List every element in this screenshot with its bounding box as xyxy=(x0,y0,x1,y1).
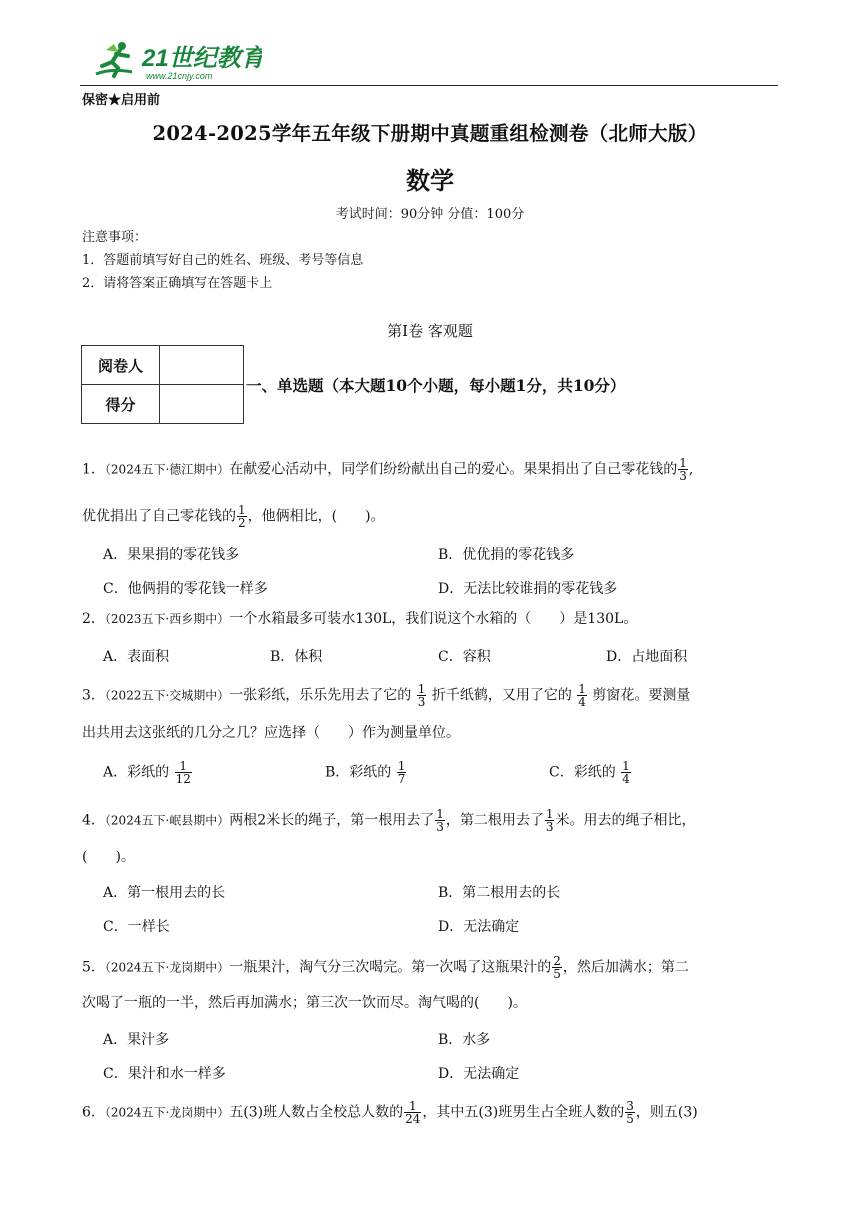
section-heading: 一、单选题（本大题10个小题，每小题1分，共10分） xyxy=(246,376,626,395)
option-a[interactable]: A．彩纸的 $\frac{1}{12}$ xyxy=(103,759,191,786)
logo xyxy=(92,38,262,82)
fraction: $\frac{1}{3}$ xyxy=(545,807,554,834)
score-field[interactable] xyxy=(160,385,244,424)
option-c[interactable]: C．彩纸的 $\frac{1}{4}$ xyxy=(549,759,630,786)
question-4-line-2: ( )。 xyxy=(82,849,135,865)
question-source: （2024五下·德江期中） xyxy=(104,462,230,477)
option-d[interactable]: D．无法确定 xyxy=(438,919,520,935)
question-source: （2024五下·岷县期中） xyxy=(104,813,230,828)
fraction: $\frac{3}{5}$ xyxy=(626,1099,634,1126)
fraction: $\frac{1}{3}$ xyxy=(679,456,687,483)
fraction: $\frac{1}{7}$ xyxy=(397,759,406,786)
option-c[interactable]: C．容积 xyxy=(438,649,491,665)
question-source: （2024五下·龙岗期中） xyxy=(104,1105,230,1120)
question-5-line-1: 5．（2024五下·龙岗期中）一瓶果汁，淘气分三次喝完。第一次喝了这瓶果汁的 $\frac{2}{5}$ ，然后加满水；第二 xyxy=(82,954,689,981)
question-1-line-1: 1．（2024五下·德江期中）在献爱心活动中，同学们纷纷献出自己的爱心。果果捐出了自己零花钱的 $\frac{1}{3}$ , xyxy=(82,456,694,483)
option-a[interactable]: A．表面积 xyxy=(103,649,170,665)
option-b[interactable]: B．体积 xyxy=(270,649,323,665)
question-5-line-2: 次喝了一瓶的一半，然后再加满水；第三次一饮而尽。淘气喝的( )。 xyxy=(82,995,527,1011)
question-6-line-1: 6．（2024五下·龙岗期中）五(3)班人数占全校总人数的 $\frac{1}{24}$ ，其中五(3)班男生占全班人数的 $\frac{3}{5}$ ，则五(3) xyxy=(82,1099,698,1126)
option-b[interactable]: B．水多 xyxy=(438,1032,491,1048)
fraction: $\frac{1}{12}$ xyxy=(175,759,191,786)
logo-runner-icon xyxy=(92,38,262,82)
fraction: $\frac{1}{3}$ xyxy=(436,807,444,834)
fraction: $\frac{1}{4}$ xyxy=(622,759,630,786)
fraction: $\frac{1}{4}$ xyxy=(578,682,586,709)
question-source: （2024五下·龙岗期中） xyxy=(104,960,230,975)
logo-text: 21世纪教育 xyxy=(142,45,262,72)
exam-subject: 数学 xyxy=(406,166,454,195)
option-c[interactable]: C．果汁和水一样多 xyxy=(103,1066,226,1082)
reviewer-label: 阅卷人 xyxy=(82,346,160,385)
question-2-line-1: 2．（2023五下·西乡期中）一个水箱最多可装水130L，我们说这个水箱的（ ）是130L。 xyxy=(82,611,638,627)
note-item: 1．答题前填写好自己的姓名、班级、考号等信息 xyxy=(82,253,364,268)
option-c[interactable]: C．一样长 xyxy=(103,919,170,935)
note-item: 2．请将答案正确填写在答题卡上 xyxy=(82,276,273,291)
volume-title: 第Ⅰ卷 客观题 xyxy=(387,322,473,340)
option-b[interactable]: B．第二根用去的长 xyxy=(438,885,561,901)
exam-info: 考试时间：90分钟 分值：100分 xyxy=(335,207,525,222)
question-3-line-2: 出共用去这张纸的几分之几？应选择（ ）作为测量单位。 xyxy=(82,725,460,741)
question-source: （2023五下·西乡期中） xyxy=(104,612,230,626)
fraction: $\frac{1}{2}$ xyxy=(238,503,246,530)
option-a[interactable]: A．果果捐的零花钱多 xyxy=(103,547,240,563)
fraction: $\frac{2}{5}$ xyxy=(553,954,561,981)
question-source: （2022五下·交城期中） xyxy=(104,688,230,703)
question-3-line-1: 3．（2022五下·交城期中）一张彩纸，乐乐先用去了它的 $\frac{1}{3}$ 折千纸鹤，又用了它的 $\frac{1}{4}$ 剪窗花。要测量 xyxy=(82,682,691,709)
header-rule xyxy=(80,85,778,86)
option-d[interactable]: D．无法比较谁捐的零花钱多 xyxy=(438,581,618,597)
option-a[interactable]: A．果汁多 xyxy=(103,1032,170,1048)
score-table xyxy=(81,345,244,424)
option-a[interactable]: A．第一根用去的长 xyxy=(103,885,226,901)
fraction: $\frac{1}{3}$ xyxy=(417,682,426,709)
option-d[interactable]: D．占地面积 xyxy=(606,649,688,665)
secret-label: 保密★启用前 xyxy=(82,93,161,108)
question-1-line-2: 优优捐出了自己零花钱的 $\frac{1}{2}$ ，他俩相比，( )。 xyxy=(82,503,385,530)
option-c[interactable]: C．他俩捐的零花钱一样多 xyxy=(103,581,268,597)
fraction: $\frac{1}{24}$ xyxy=(405,1099,421,1126)
logo-url: www.21cnjy.com xyxy=(146,71,213,81)
option-d[interactable]: D．无法确定 xyxy=(438,1066,520,1082)
notes-title: 注意事项： xyxy=(82,230,148,245)
score-label: 得分 xyxy=(82,385,160,424)
option-b[interactable]: B．优优捐的零花钱多 xyxy=(438,547,575,563)
option-b[interactable]: B．彩纸的 $\frac{1}{7}$ xyxy=(325,759,406,786)
exam-title: 2024-2025学年五年级下册期中真题重组检测卷（北师大版） xyxy=(152,122,708,145)
reviewer-field[interactable] xyxy=(160,346,244,385)
question-4-line-1: 4．（2024五下·岷县期中）两根2米长的绳子，第一根用去了 $\frac{1}{3}$ ，第二根用去了 $\frac{1}{3}$ 米。用去的绳子相比， xyxy=(82,807,696,834)
